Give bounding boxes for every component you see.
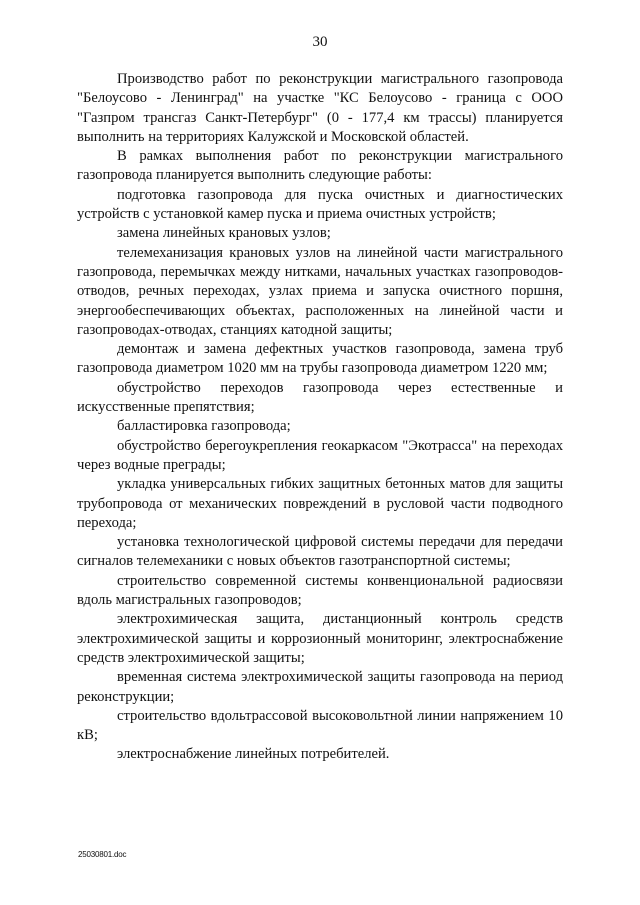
list-item: обустройство переходов газопровода через естественные и искусственные препятствия; bbox=[77, 379, 563, 416]
document-body bbox=[77, 70, 563, 765]
list-item: укладка универсальных гибких защитных бетонных матов для защиты трубопровода от механических повреждений в русловой части подводного перехода; bbox=[77, 476, 563, 531]
paragraph-works-intro: В рамках выполнения работ по реконструкции магистрального газопровода планируется выполнить следующие работы: bbox=[77, 148, 563, 184]
list-item: установка технологической цифровой системы передачи для передачи сигналов телемеханики с новых объектов газотранспортной системы; bbox=[77, 534, 563, 570]
paragraph-intro: Производство работ по реконструкции магистрального газопровода "Белоусово - Ленинград" на участке "КС Белоусово - граница с ООО "Газпром трансгаз Санкт-Петербург" (0 - 177,4 км трассы) планируется выполнить на территориях Калужской и Московской областей. bbox=[77, 71, 563, 145]
document-filename: 25030801.doc bbox=[78, 850, 127, 859]
list-item: подготовка газопровода для пуска очистных и диагностических устройств с установкой камер пуска и приема очистных устройств; bbox=[77, 186, 563, 223]
list-item: временная система электрохимической защиты газопровода на период реконструкции; bbox=[77, 669, 563, 705]
list-item: демонтаж и замена дефектных участков газопровода, замена труб газопровода диаметром 1020 мм на трубы газопровода диаметром 1220 мм; bbox=[77, 341, 563, 377]
list-item: строительство современной системы конвенциональной радиосвязи вдоль магистральных газопроводов; bbox=[77, 572, 563, 609]
page-number: 30 bbox=[312, 34, 328, 50]
list-item: замена линейных крановых узлов; bbox=[117, 225, 331, 242]
list-item: балластировка газопровода; bbox=[117, 418, 291, 435]
list-item: обустройство берегоукрепления геокаркасом "Экотрасса" на переходах через водные преграды; bbox=[77, 437, 563, 473]
list-item: электрохимическая защита, дистанционный контроль средств электрохимической защиты и коррозионный мониторинг, электроснабжение средств электрохимической защиты; bbox=[77, 611, 563, 666]
list-item: строительство вдольтрассовой высоковольтной линии напряжением 10 кВ; bbox=[77, 707, 563, 744]
list-item: электроснабжение линейных потребителей. bbox=[117, 746, 390, 763]
list-item: телемеханизация крановых узлов на линейной части магистрального газопровода, перемычках между нитками, начальных участках газопроводов-отводов, речных переходах, узлах приема и запуска очистного поршня, энергообеспечивающих объектах, расположенных на линейной части и газопроводах-отводах, станциях катодной защиты; bbox=[77, 244, 563, 338]
